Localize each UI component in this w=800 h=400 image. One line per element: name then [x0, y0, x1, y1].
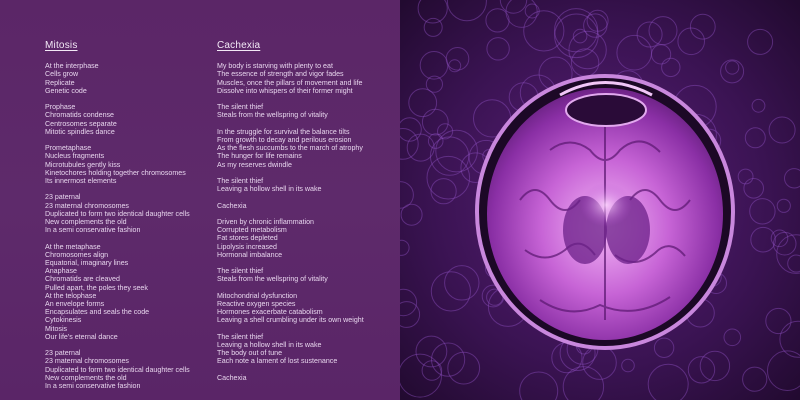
poem-line: Driven by chronic inflammation	[217, 217, 314, 226]
poem-body	[45, 62, 225, 390]
poem-line: Equatorial, imaginary lines	[45, 259, 129, 268]
poem-line: As my reserves dwindle	[217, 160, 292, 169]
stanza	[217, 128, 397, 169]
poem-line: 23 paternal	[45, 349, 81, 358]
stanza	[45, 349, 225, 390]
poem-cachexia	[217, 42, 397, 390]
poem-line: Fat stores depleted	[217, 234, 278, 243]
stanza	[45, 144, 225, 185]
poem-line: Centrosomes separate	[45, 119, 117, 128]
poem-line: Leaving a hollow shell in its wake	[217, 340, 322, 349]
poem-line: At the metaphase	[45, 242, 101, 251]
poem-line: Steals from the wellspring of vitality	[217, 275, 328, 284]
stanza	[45, 62, 225, 95]
poem-line: In a semi conservative fashion	[45, 226, 141, 235]
poem-line: New complements the old	[45, 373, 127, 382]
poem-line: Anaphase	[45, 267, 77, 276]
poem-line: Steals from the wellspring of vitality	[217, 111, 328, 120]
poem-line: Mitotic spindles dance	[45, 127, 115, 136]
poem-line: The body out of tune	[217, 349, 283, 358]
poem-line: 23 paternal	[45, 193, 81, 202]
poem-line: The silent thief	[217, 332, 264, 341]
mri-scan-image	[400, 0, 800, 400]
poem-line: The silent thief	[217, 103, 264, 112]
poem-line: Each note a lament of lost sustenance	[217, 357, 338, 366]
poem-line: In a semi conservative fashion	[45, 382, 141, 391]
poem-line: 23 maternal chromosomes	[45, 357, 129, 366]
poem-line: Prophase	[45, 103, 76, 112]
stanza	[217, 267, 397, 283]
poem-line: From growth to decay and perilous erosion	[217, 136, 352, 144]
poem-line: 23 maternal chromosomes	[45, 201, 129, 210]
poem-line: Corrupted metabolism	[217, 226, 287, 235]
poem-line: Nucleus fragments	[45, 152, 105, 161]
poem-title: Mitosis	[45, 40, 78, 51]
stanza	[217, 62, 397, 95]
poem-line: My body is starving with plenty to eat	[217, 62, 333, 71]
poem-line: Cytokinesis	[45, 316, 82, 325]
poem-line: An envelope forms	[45, 300, 105, 309]
stanza	[217, 218, 397, 259]
poem-line: At the telophase	[45, 291, 97, 300]
poem-line: Duplicated to form two identical daughter cells	[45, 365, 190, 374]
poem-line: The silent thief	[217, 267, 264, 276]
poem-line: Replicate	[45, 78, 75, 87]
poem-line: Encapsulates and seals the code	[45, 308, 150, 317]
poem-line: Pulled apart, the poles they seek	[45, 283, 148, 292]
poem-line: Duplicated to form two identical daughter cells	[45, 209, 190, 218]
poem-line: Chromosomes align	[45, 250, 109, 259]
poem-line: Lipolysis increased	[217, 242, 277, 251]
poem-line: At the interphase	[45, 62, 99, 71]
poem-line: Cells grow	[45, 70, 79, 79]
stanza	[217, 292, 397, 325]
brain-mri-artwork	[400, 0, 800, 400]
poem-line: Dissolve into whispers of their former might	[217, 86, 353, 95]
stanza	[45, 103, 225, 136]
poem-line: Microtubules gently kiss	[45, 160, 121, 169]
stanza	[217, 103, 397, 119]
poem-line: Leaving a shell crumbling under its own weight	[217, 316, 364, 325]
poem-line: Reactive oxygen species	[217, 299, 296, 308]
poem-line: New complements the old	[45, 218, 127, 227]
poem-line: Leaving a hollow shell in its wake	[217, 185, 322, 194]
stanza	[45, 243, 225, 341]
poem-line: Cachexia	[217, 373, 247, 382]
poem-line: As the flesh succumbs to the march of atrophy	[217, 144, 363, 153]
stanza	[217, 333, 397, 366]
stanza	[217, 177, 397, 193]
poem-line: The essence of strength and vigor fades	[217, 70, 344, 79]
poem-line: Hormonal imbalance	[217, 250, 283, 259]
poem-body	[217, 62, 397, 382]
poem-line: Chromatids condense	[45, 111, 115, 120]
poem-line: Genetic code	[45, 86, 87, 95]
poem-line: The silent thief	[217, 177, 264, 185]
poem-mitosis	[45, 42, 225, 398]
stanza	[217, 202, 397, 210]
poem-line: Hormones exacerbate catabolism	[217, 308, 323, 317]
poem-line: Mitosis	[45, 324, 68, 333]
poem-line: Its innermost elements	[45, 177, 117, 186]
poem-line: Prometaphase	[45, 144, 92, 153]
poem-line: The hunger for life remains	[217, 152, 302, 161]
poem-line: Our life's eternal dance	[45, 332, 118, 341]
poem-line: Kinetochores holding together chromosomes	[45, 168, 186, 177]
poem-line: Mitochondrial dysfunction	[217, 291, 298, 300]
poem-line: Chromatids are cleaved	[45, 275, 120, 284]
stanza	[217, 374, 397, 382]
poem-line: Cachexia	[217, 201, 247, 210]
poem-line: In the struggle for survival the balance tilts	[217, 127, 350, 136]
poem-line: Muscles, once the pillars of movement and life	[217, 78, 363, 87]
poem-title: Cachexia	[217, 40, 261, 51]
stanza	[45, 193, 225, 234]
